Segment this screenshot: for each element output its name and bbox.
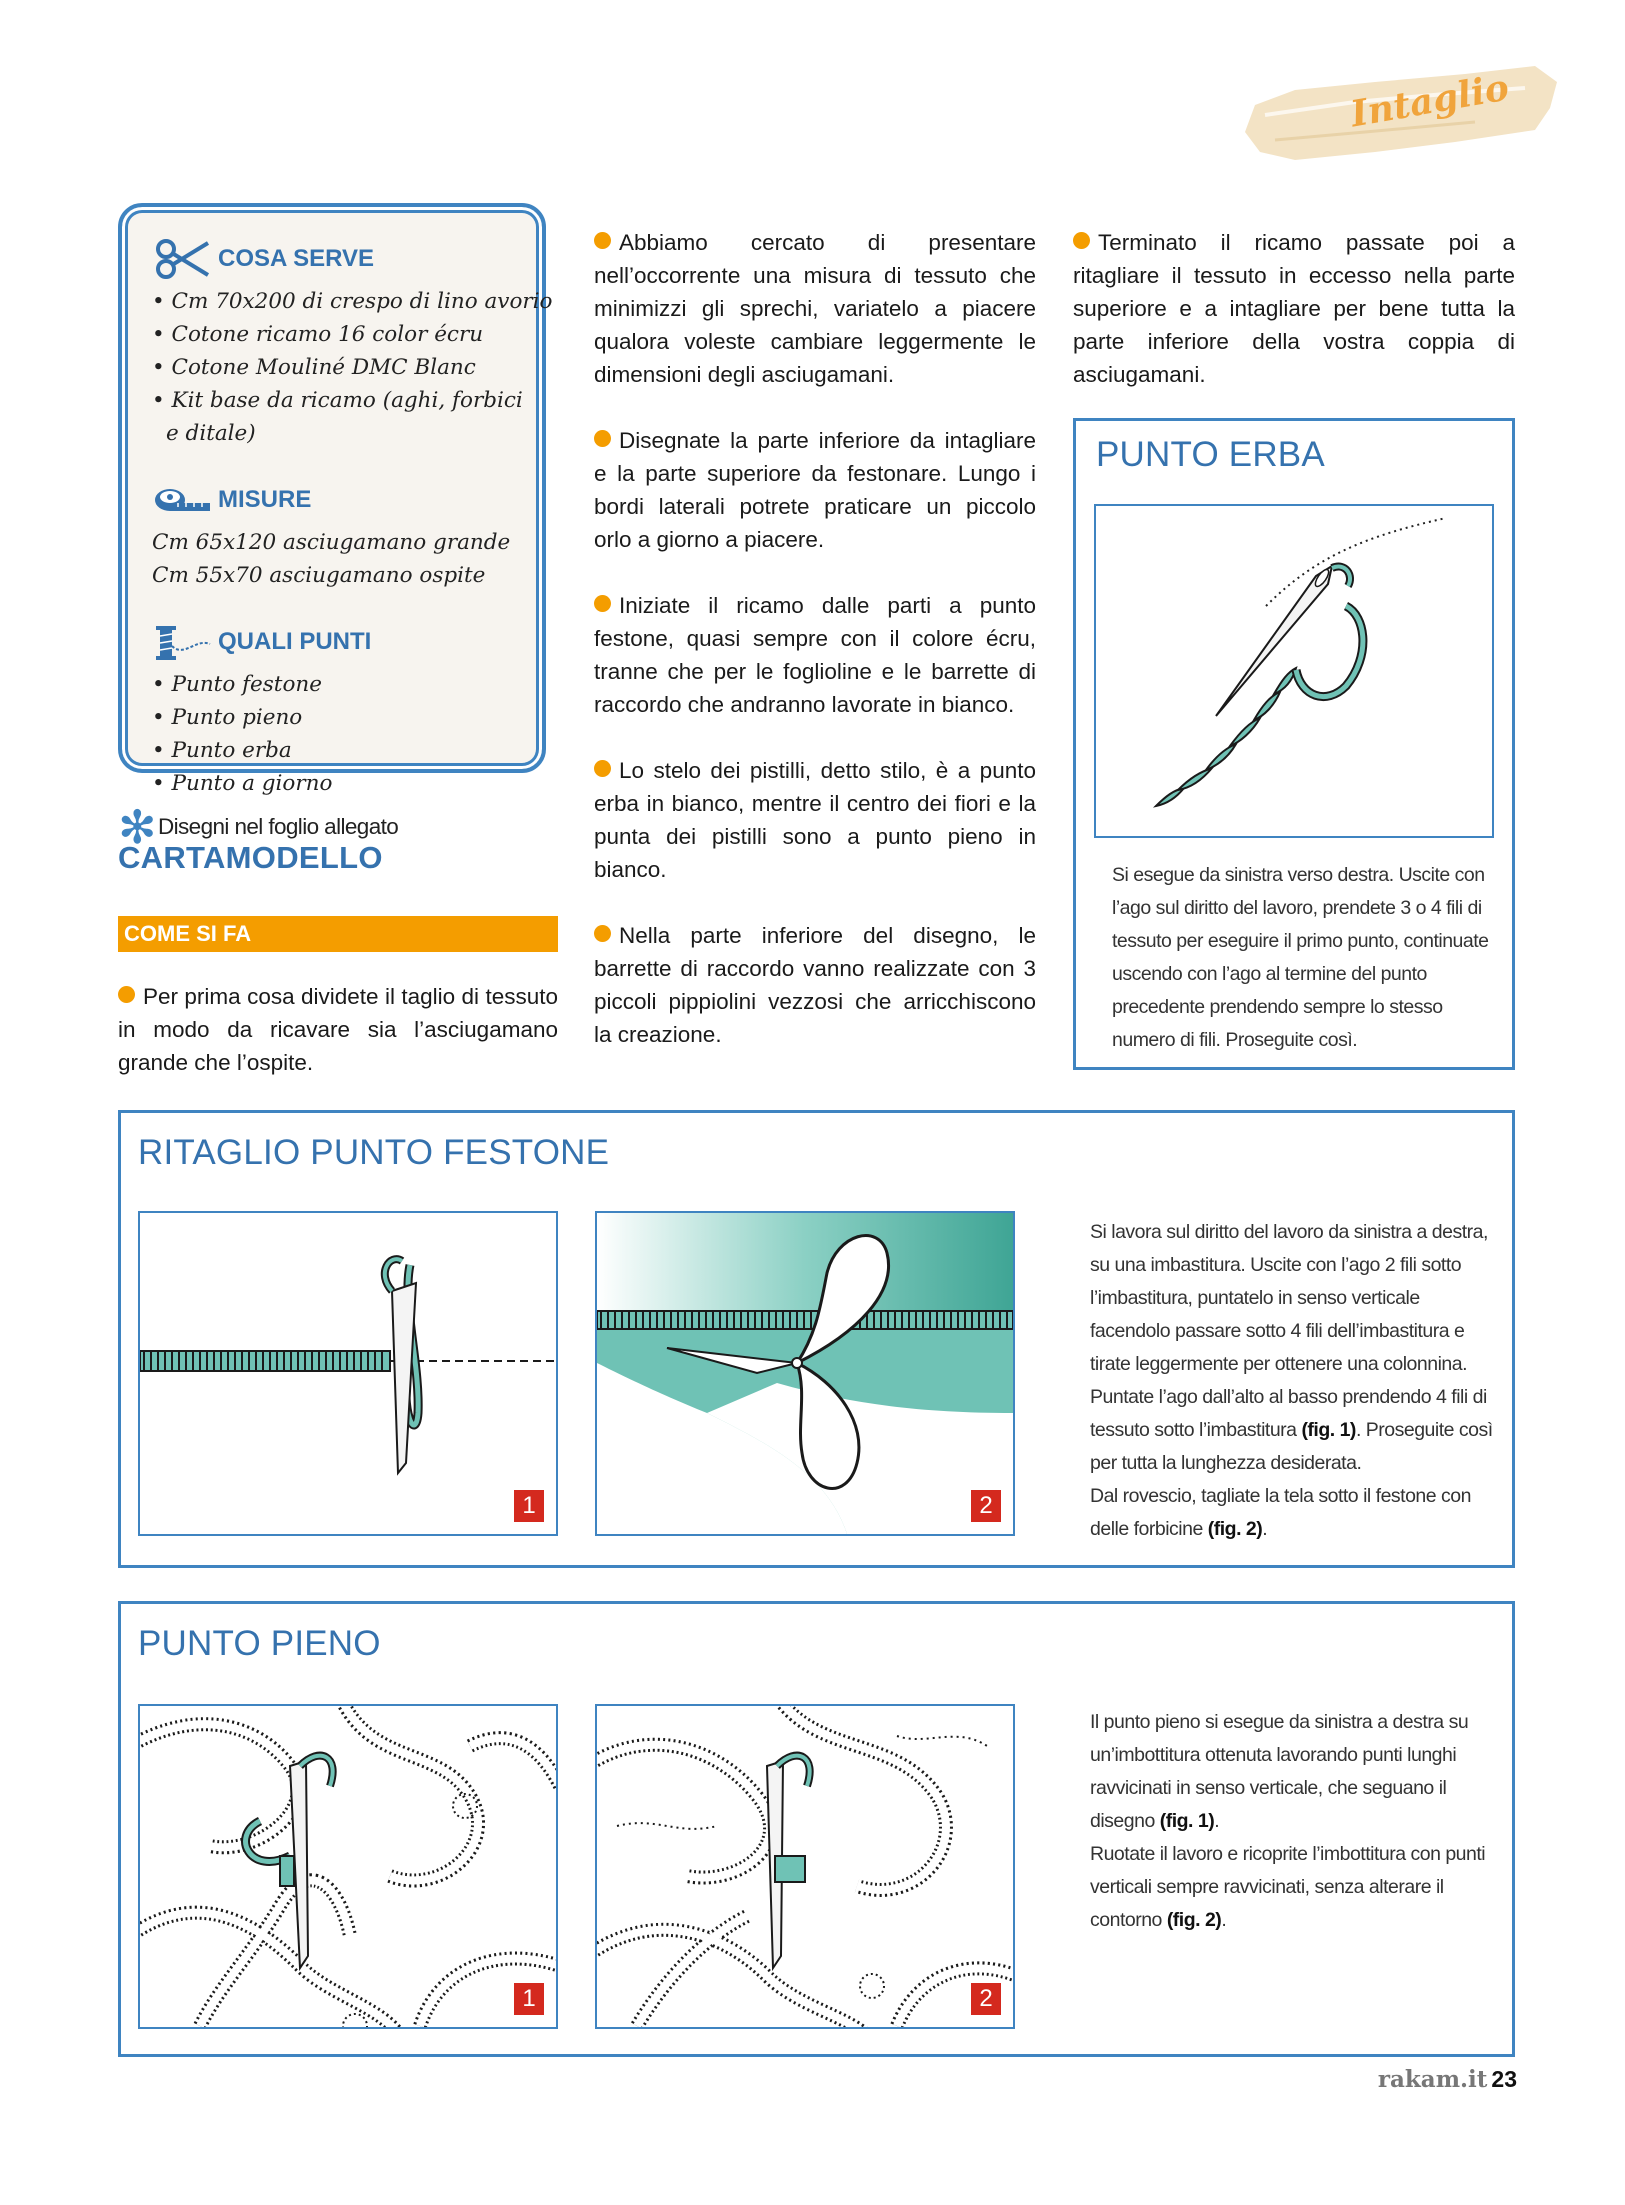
pieno-figure-1 <box>138 1704 558 2029</box>
bullet-icon <box>1073 232 1090 249</box>
figure-number-badge: 1 <box>514 1983 544 2015</box>
cosa-serve-list <box>152 285 553 450</box>
paragraph: Iniziate il ricamo dalle parti a punto festone, quasi sempre con il colore écru, tranne che per le foglioline e le barrette di raccordo che andranno lavorate in bianco. <box>594 593 1036 717</box>
list-item: • Punto a giorno <box>152 771 333 796</box>
cartamodello-block <box>118 801 558 876</box>
stem-stitch-illustration <box>1094 504 1494 838</box>
list-item: • Cm 70x200 di crespo di lino avorio <box>152 289 553 314</box>
section-tag <box>1235 60 1565 170</box>
page-footer <box>1378 2066 1517 2093</box>
festone-figure-1 <box>138 1211 558 1536</box>
measuring-tape-icon <box>152 476 212 524</box>
quali-punti-section <box>152 618 516 800</box>
quali-punti-list <box>152 668 516 800</box>
bullet-icon <box>594 925 611 942</box>
come-si-fa-header: COME SI FA <box>118 916 558 952</box>
list-item: Cm 55x70 asciugamano ospite <box>152 563 486 588</box>
materials-box <box>118 203 553 796</box>
list-item: • Punto festone <box>152 672 322 697</box>
ritaglio-description: Si lavora sul diritto del lavoro da sinistra a destra, su una imbastitura. Uscite con l’ago 2 fili sotto l’imbastitura, puntatelo in senso verticale facendolo passare sotto 4 fili dell’imbastitura e tirate leggermente per ottenere una colonnina. Puntate l’ago dall’alto al basso prendendo 4 fili di tessuto sotto l’imbastitura (fig. 1). Proseguite così per tutta la lunghezza desiderata. Dal rovescio, tagliate la tela sotto il festone con delle forbicine (fig. 2). <box>1090 1221 1493 1540</box>
ritaglio-punto-festone-box <box>118 1110 1515 1568</box>
section-tag-label: Intaglio <box>1347 66 1512 136</box>
cosa-serve-section <box>152 235 553 450</box>
list-item: Cm 65x120 asciugamano grande <box>152 530 511 555</box>
bullet-icon <box>118 986 135 1003</box>
punto-erba-description: Si esegue da sinistra verso destra. Uscite con l’ago sul diritto del lavoro, prendete 3 o 4 fili di tessuto per eseguire il primo punto, continuate uscendo con l’ago al termine del punto precedente prendendo sempre lo stesso numero di fili. Proseguite così. <box>1112 864 1489 1051</box>
paragraph: Abbiamo cercato di presentare nell’occorrente una misura di tessuto che minimizzi gli sprechi, variatelo a piacere qualora voleste cambiare leggermente le dimensioni degli asciugamani. <box>594 230 1036 387</box>
punto-erba-title: PUNTO ERBA <box>1096 435 1325 474</box>
cartamodello-title: CARTAMODELLO <box>118 840 383 875</box>
punto-erba-box <box>1073 418 1515 1070</box>
page-number: 23 <box>1491 2066 1517 2092</box>
cosa-serve-title: COSA SERVE <box>218 245 375 272</box>
bullet-icon <box>594 595 611 612</box>
bullet-icon <box>594 430 611 447</box>
asterisk-icon: ✻ <box>118 801 156 853</box>
paragraph: Terminato il ricamo passate poi a ritagliare il tessuto in eccesso nella parte superiore e a intagliare per bene tutta la parte inferiore della vostra coppia di asciugamani. <box>1073 230 1515 387</box>
figure-number-badge: 1 <box>514 1490 544 1522</box>
list-item: • Kit base da ricamo (aghi, forbici <box>152 388 523 413</box>
misure-section <box>152 476 516 592</box>
cosa-serve-header <box>152 235 516 283</box>
list-item: • Cotone ricamo 16 color écru <box>152 322 484 347</box>
come-si-fa-text <box>118 980 558 1079</box>
thread-spool-icon <box>152 618 212 666</box>
punto-pieno-title: PUNTO PIENO <box>138 1624 381 1663</box>
misure-title: MISURE <box>218 486 312 513</box>
festone-row <box>140 1351 390 1371</box>
figure-number-badge: 2 <box>971 1490 1001 1522</box>
bullet-icon <box>594 232 611 249</box>
list-item: • Punto erba <box>152 738 292 763</box>
list-item: e ditale) <box>166 421 256 446</box>
paragraph: Nella parte inferiore del disegno, le barrette di raccordo vanno realizzate con 3 piccoli pippiolini vezzosi che arricchiscono la creazione. <box>594 923 1036 1047</box>
quali-punti-header <box>152 618 516 666</box>
instructions-column <box>594 226 1036 1084</box>
misure-list <box>152 526 516 592</box>
paragraph: Lo stelo dei pistilli, detto stilo, è a punto erba in bianco, mentre il centro dei fiori e la punta dei pistilli sono a punto pieno in bianco. <box>594 758 1036 882</box>
paragraph: Per prima cosa dividete il taglio di tessuto in modo da ricavare sia l’asciugamano grande che l’ospite. <box>118 984 558 1075</box>
bullet-icon <box>594 760 611 777</box>
list-item: • Cotone Mouliné DMC Blanc <box>152 355 476 380</box>
list-item: • Punto pieno <box>152 705 303 730</box>
punto-pieno-box <box>118 1601 1515 2057</box>
pieno-figure-2 <box>595 1704 1015 2029</box>
figure-number-badge: 2 <box>971 1983 1001 2015</box>
punto-pieno-description: Il punto pieno si esegue da sinistra a destra su un’imbottitura ottenuta lavorando punti lunghi ravvicinati in senso verticale, che seguano il disegno (fig. 1). Ruotate il lavoro e ricoprite l’imbottitura con punti verticali sempre ravvicinati, senza alterare il contorno (fig. 2). <box>1090 1711 1486 1931</box>
site-name: rakam.it <box>1377 2066 1488 2093</box>
final-step-column <box>1073 226 1515 391</box>
paragraph: Disegnate la parte inferiore da intagliare e la parte superiore da festonare. Lungo i bordi laterali potrete praticare un piccolo orlo a giorno a piacere. <box>594 428 1036 552</box>
festone-figure-2 <box>595 1211 1015 1536</box>
cartamodello-note: Disegni nel foglio allegato <box>157 814 399 839</box>
misure-header <box>152 476 516 524</box>
ritaglio-title: RITAGLIO PUNTO FESTONE <box>138 1133 610 1172</box>
quali-punti-title: QUALI PUNTI <box>218 628 372 655</box>
scissors-icon <box>152 235 212 283</box>
